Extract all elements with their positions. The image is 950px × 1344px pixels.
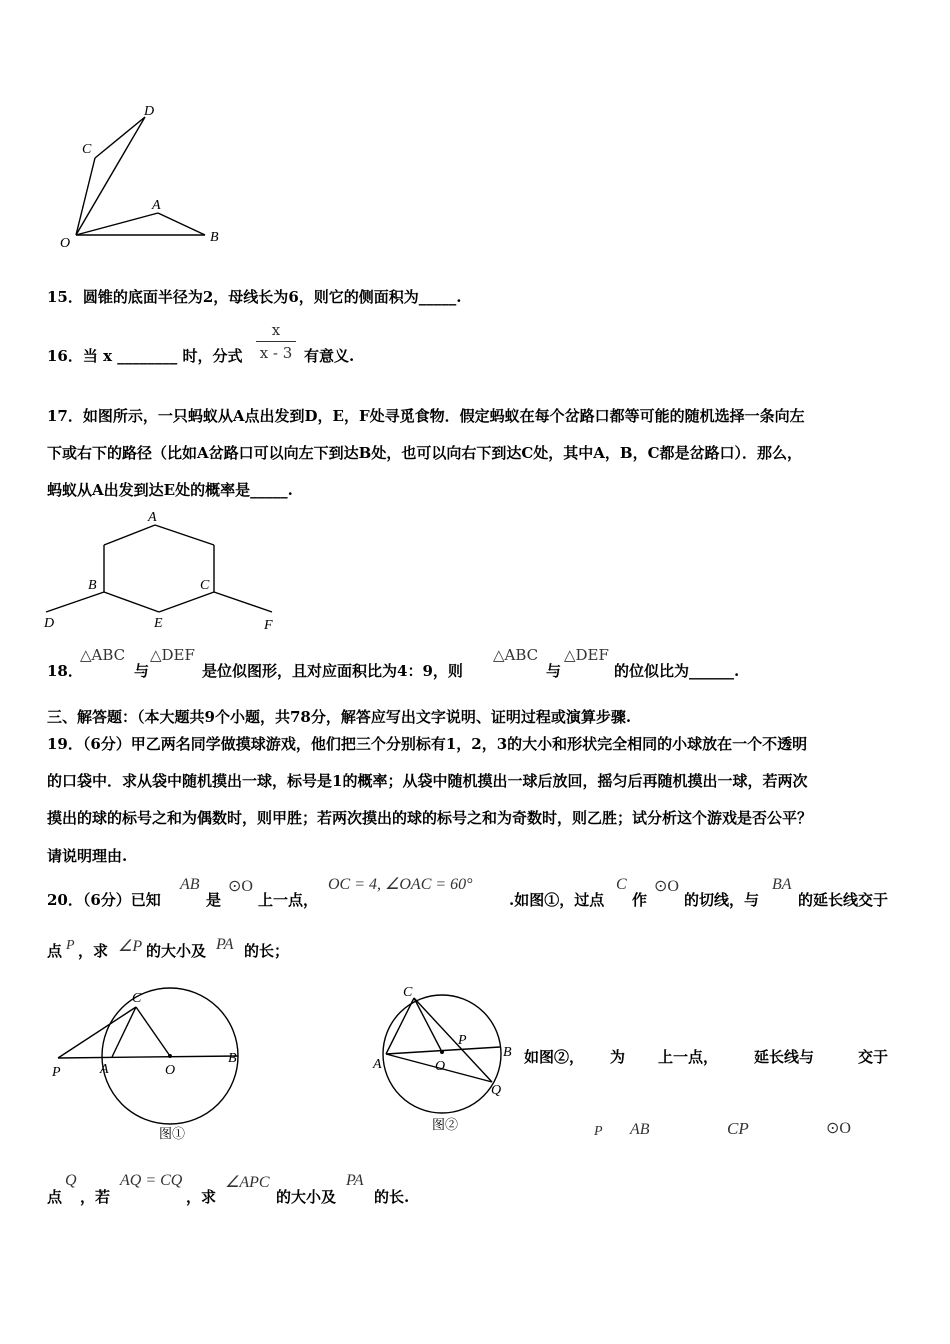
word-rumian: .如图①，过点 [509,891,605,909]
last-daxiao: 的大小及 [276,1188,337,1206]
last-point-Q: Q [65,1172,77,1189]
condition-OC-angle: OC = 4, ∠OAC = 60° [328,876,473,893]
last-ruo: ，若 [80,1188,111,1206]
label-D: D [44,616,55,631]
question-19-line3: 摸出的球的标号之和为偶数时，则甲胜；若两次摸出的球的标号之和为奇数时，则乙胜；试分析这个游戏是否公平？ [47,809,813,827]
question-19-line2: 的口袋中．求从袋中随机摸出一球，标号是1的概率；从袋中随机摸出一球后放回，摇匀后再随机摸出一球，若两次 [47,772,808,790]
figure-1 [48,984,258,1144]
word-daxiao: 的大小及 [146,942,207,960]
word-yu-1: 与 [134,662,150,680]
float-CP: CP [727,1119,749,1138]
triangle-def-2: △DEF [564,646,609,664]
word-yu-2: 与 [546,662,562,680]
label-O: O [60,236,71,251]
word-qiexian: 的切线，与 [684,891,760,909]
word-shang: 上一点， [258,891,319,909]
circle-O-2: ⊙O [654,878,679,895]
circle-O-1: ⊙O [228,878,253,895]
fraction-bar [256,341,296,342]
fraction-numerator: x [271,321,281,339]
label-A: A [152,198,161,213]
last-angle-APC: ∠APC [225,1174,270,1191]
word-qiu: ，求 [78,942,109,960]
float-circle-O: ⊙O [826,1120,851,1137]
question-20-pre: 20．（6分）已知 [47,891,161,909]
caption-fig2: 图② [432,1117,459,1132]
word-yanchang: 的延长线交于 [798,891,889,909]
last-condition-AQ-CQ: AQ = CQ [120,1172,183,1189]
label-F: F [264,618,273,633]
segment-PA: PA [216,936,234,953]
figure-2 [370,982,520,1137]
question-17-line1: 17．如图所示，一只蚂蚁从A点出发到D，E，F处寻觅食物．假定蚂蚁在每个岔路口都等可能的随机选择一条向左 [47,407,805,425]
figure-q17 [42,505,282,633]
label-Q: Q [491,1083,502,1098]
question-15: 15．圆锥的底面半径为2，母线长为6，则它的侧面积为_____. [47,288,462,306]
label-C: C [200,578,210,593]
word-dian: 点 [47,942,63,960]
triangle-abc-1: △ABC [80,646,126,664]
label-B: B [88,578,97,593]
last-qiu: ，求 [186,1188,217,1206]
last-end: 的长. [374,1188,410,1206]
label-A: A [148,510,157,525]
label-C: C [403,985,413,1000]
label-C: C [132,991,142,1006]
label-C: C [82,142,92,157]
angle-P: ∠P [118,938,143,955]
part2-e: 交于 [858,1048,889,1066]
question-17-line3: 蚂蚁从A出发到达E处的概率是_____. [47,481,293,499]
label-P: P [458,1033,467,1048]
part2-a: 如图②， [524,1048,585,1066]
label-B: B [210,230,219,245]
word-shi: 是 [206,891,222,909]
fraction-denominator: x - 3 [259,344,293,362]
label-O: O [435,1059,446,1074]
label-P: P [52,1065,61,1080]
section-3-header: 三、解答题：（本大题共9个小题，共78分，解答应写出文字说明、证明过程或演算步骤. [47,708,632,726]
segment-AB: AB [180,876,200,893]
label-A: A [100,1062,109,1077]
question-17-line2: 下或右下的路径（比如A岔路口可以向左下到达B处，也可以向右下到达C处，其中A，B，C都是岔路口）．那么， [47,444,803,462]
question-18-mid: 是位似图形，且对应面积比为4：9，则 [202,662,463,680]
word-zuo: 作 [632,891,648,909]
point-P: P [66,938,75,953]
question-18-end: 的位似比为______. [614,662,740,680]
question-19-line1: 19．（6分）甲乙两名同学做摸球游戏，他们把三个分别标有1，2，3的大小和形状完全相同的小球放在一个不透明 [47,735,808,753]
figure-q14 [50,95,240,260]
word-dechang: 的长； [244,942,290,960]
part2-c: 上一点， [658,1048,719,1066]
point-C: C [616,876,627,893]
label-D: D [144,104,155,119]
label-B: B [228,1051,237,1066]
caption-fig1: 图① [159,1126,186,1141]
part2-d: 延长线与 [754,1048,815,1066]
last-segment-PA: PA [346,1172,364,1189]
ray-BA: BA [772,876,792,893]
question-19-line4: 请说明理由. [47,847,128,865]
triangle-abc-2: △ABC [493,646,539,664]
question-18-number: 18． [47,662,83,680]
last-dian: 点 [47,1188,63,1206]
label-E: E [154,616,163,631]
question-16-post: 有意义. [304,347,355,365]
question-16-pre: 16．当 x ________ 时，分式 [47,347,243,365]
float-P: P [594,1124,603,1139]
label-B: B [503,1045,512,1060]
float-AB: AB [630,1121,650,1138]
label-O: O [165,1063,176,1078]
label-A: A [373,1057,382,1072]
triangle-def-1: △DEF [150,646,195,664]
part2-b: 为 [610,1048,626,1066]
